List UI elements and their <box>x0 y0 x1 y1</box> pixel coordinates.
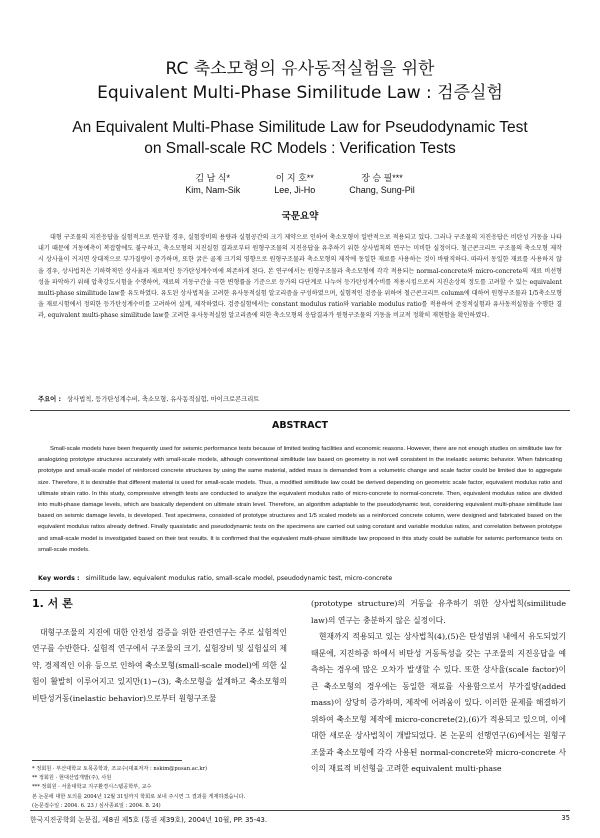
intro-paragraph-continued: (prototype structure)의 거동을 유추하기 위한 상사법칙(similitude law)의 연구는 충분하지 않은 실정이다. <box>311 599 566 625</box>
intro-paragraph: 대형구조물의 지진에 대한 안전성 검증을 위한 관련연구는 주로 실험적인 연구를 수반한다. 실험적 연구에서 구조물의 크기, 실험장비 및 실험실의 제약, 경제적인 이유 등으로 인하여 축소모형(small-scale model)에 의한 실험이 활발히 이루어지고 있지만(1)~(3), 축소모형을 설계하고 축소모형의 비탄성거동(inelastic behavior)으로부터 원형구조물 <box>32 627 287 703</box>
author-name-en: Chang, Sung-Pil <box>349 185 415 195</box>
english-title-line1: An Equivalent Multi-Phase Similitude Law for Pseudodynamic Test <box>72 119 528 136</box>
korean-keywords-text: 상사법칙, 등가탄성계수비, 축소모형, 유사동적실험, 마이크로콘크리트 <box>66 396 260 403</box>
footnotes <box>32 765 287 811</box>
footnote: *** 정회원 · 서울대학교 지구환경시스템공학부, 교수 <box>32 784 152 791</box>
korean-keywords-label: 주요어 : <box>38 396 61 403</box>
footnote-rule <box>32 760 182 761</box>
author-name-en: Lee, Ji-Ho <box>274 185 316 195</box>
english-keywords-text: similitude law, equivalent modulus ratio, small-scale model, pseudodynamic test, micro-concrete <box>85 575 393 582</box>
korean-title-line1: RC 축소모형의 유사동적실험을 위한 <box>165 59 435 79</box>
footnote: (논문접수일 : 2004. 6. 23 / 심사종료일 : 2004. 8. 24) <box>32 802 161 809</box>
section-title-introduction: 1. 서 론 <box>32 597 73 610</box>
author <box>274 172 315 196</box>
korean-keywords <box>38 395 562 405</box>
english-keywords-label: Key words : <box>38 575 80 582</box>
intro-paragraph: 현재까지 적용되고 있는 상사법칙(4),(5)은 탄성범위 내에서 유도되었기 때문에, 지진하중 하에서 비탄성 거동특성을 갖는 구조물의 지진응답을 예측하는 경우에 많은 오차가 발생할 수 있다. 또한 상사율(scale factor)이 큰 축소모형의 경우에는 동일한 재료를 사용함으로서 부가질량(added mass)이 상당히 증가하며, 제작에 어려움이 있다. 이러한 문제를 해결하기 위하여 축소모형 제작에 micro-concrete(2),(6)가 적용되고 있으며, 이에 대한 새로운 상사법칙이 개발되었다. 본 논문의 선행연구(6)에서는 원형구조물과 축소모형에 각각 사용된 normal-concrete와 micro-concrete 사이의 재료적 비선형을 고려한 equivalent multi-phase <box>311 632 566 773</box>
author-name-en: Kim, Nam-Sik <box>185 185 241 195</box>
journal-citation: 한국지진공학회 논문집, 제8권 제5호 (통권 제39호), 2004년 10월, PP. 35-43. <box>30 816 267 824</box>
english-title-line2: on Small-scale RC Models : Verification Tests <box>144 140 456 157</box>
page-footer <box>30 810 570 824</box>
author <box>349 172 415 196</box>
abstract-divider <box>30 410 570 411</box>
footnote: 본 논문에 대한 토의를 2004년 12월 31일까지 학회로 보내 주시면 그 결과를 게재하겠습니다. <box>32 793 246 800</box>
body-right-column <box>311 596 566 778</box>
author-name-ko: 이 지 호** <box>275 173 314 183</box>
english-abstract-body: Small-scale models have been frequently used for seismic performance tests because of limited testing facilities and economic reasons. However, there are not enough studies on similitude law for analogizing prototype structures accurately with small-scale models, although conventional similitude law based on geometry is not well consistent in the inelastic seismic behavior. When fabricating prototype and small-scale model of reinforced concrete structures by using the same material, added mass is demanded from a volumetric change and scale factor could be limited due to aggregate size. Therefore, it is desirable that different material is used for small-scale models. Thus, a modified similitude law could be derived depending on geometric scale factor, equivalent modulus ratio and ultimate strain ratio. In this study, compressive strength tests are conducted to analyze the equivalent modulus ratio of micro-concrete to normal-concrete. Then, equivalent modulus ratios are divided into multi-phase damage levels, which are basically dependent on ultimate strain level. Therefore, an algorithm adaptable to the pseudodynamic test, considering equivalent multi-phase similitude law based on seismic damage levels, is developed. Test specimens, consisted of prototype structures and 1/5 scaled models as a reinforced concrete column, were designed and fabricated based on the equivalent modulus ratios already defined. Finally quasistatic and pseudodynamic tests on the specimens are carried out using constant and variable modulus ratios, and correlation between prototype and small-scale model is investigated based on their test results. It is confirmed that the equivalent multi-phase similitude law proposed in this study could be suitable for seismic performance tests on small-scale models. <box>38 446 562 553</box>
author-list <box>0 172 600 196</box>
author-name-ko: 김 남 식* <box>195 173 230 183</box>
footnote: * 정회원 · 부산대학교 토목공학과, 조교수(대표저자 : nskim@pusan.ac.kr) <box>32 766 208 772</box>
body-left-column <box>32 596 287 707</box>
page-number: 35 <box>561 814 570 822</box>
english-abstract-heading: ABSTRACT <box>271 420 329 431</box>
english-keywords <box>38 574 562 584</box>
author <box>185 172 240 196</box>
body-divider <box>30 590 570 591</box>
korean-abstract-heading: 국문요약 <box>281 211 319 222</box>
korean-title-line2: Equivalent Multi-Phase Similitude Law : 검증실험 <box>97 83 503 103</box>
korean-abstract-body: 대형 구조물의 지진응답을 실험적으로 연구할 경우, 실험장비의 용량과 실험공간의 크기 제약으로 인하여 축소모형이 일반적으로 적용되고 있다. 그러나 구조물의 지진응답은 비탄성 거동을 나타내기 때문에 거동예측이 복잡함에도 불구하고, 축소모형의 지진실험 결과로부터 원형구조물의 지진응답을 유추하기 위한 상사법칙의 연구는 미비한 실정이다. 철근콘크리트 구조물의 축소모형 제작 시 상사율이 커지면 상대적으로 부가질량이 증가하며, 또한 굵은 골재 크기의 영향으로 원형구조물과 축소모형의 제작에 동일한 재료를 사용하는 것이 바람직하다. 따라서 동일한 재료를 사용하지 않을 경우, 상사법칙은 기하학적인 상사율과 재료적인 등가탄성계수비에 의존하게 된다. 본 연구에서는 원형구조물과 축소모형에 각각 적용되는 normal-concrete와 micro-concrete의 재료 비선형성을 파악하기 위해 압축강도시험을 수행하여, 재료의 거동구간을 극한 변형률을 기준으로 등가의 다단계로 나누어 등가탄성계수비를 적용시킴으로써 지진손상의 정도를 고려할 수 있는 equivalent multi-phase similitude law를 유도하였다. 유도된 상사법칙을 고려한 유사동적실험 알고리즘을 구성하였으며, 실험적인 검증을 위하여 철근콘크리트 column에 대하여 원형구조물과 1/5축소모형을 재료시험에서 정의한 등가탄성계수비를 고려하여 설계, 제작하였다. 검증실험에서는 constant modulus ratio와 variable modulus ratio를 적용하여 준정적실험과 유사동적실험을 수행한 결과, equivalent multi-phase similitude law를 고려한 유사동적실험 알고리즘에 의한 축소모형의 응답결과가 원형구조물의 거동을 비교적 정확히 재현함을 확인하였다. <box>38 234 562 320</box>
footnote: ** 정회원 · 현대산업개발(주), 사원 <box>32 775 112 782</box>
author-name-ko: 장 승 필*** <box>361 173 403 183</box>
